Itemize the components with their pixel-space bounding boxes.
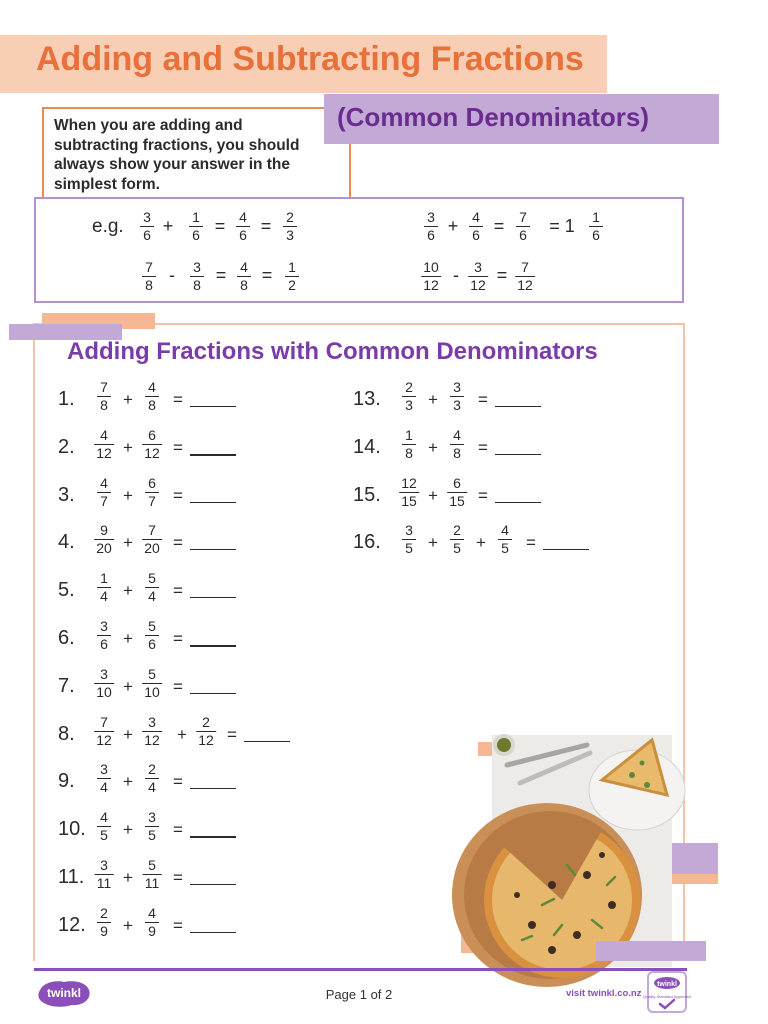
fraction-numerator: 7 — [148, 522, 156, 539]
fraction-numerator: 5 — [148, 570, 156, 587]
fraction-denominator: 11 — [144, 875, 160, 891]
example-fraction: 3 12 — [470, 259, 486, 293]
question-fraction — [450, 379, 464, 414]
fraction-numerator: 12 — [401, 474, 417, 491]
page-title: Adding and Subtracting Fractions — [36, 40, 584, 78]
plus-sign: + — [123, 820, 133, 840]
fraction-denominator: 4 — [148, 779, 156, 796]
answer-blank[interactable] — [190, 836, 236, 838]
fraction-denominator: 4 — [100, 588, 108, 605]
answer-blank[interactable] — [190, 932, 236, 933]
equals-sign: = — [478, 485, 488, 505]
example-fraction: 7 6 — [516, 209, 530, 244]
fraction-numerator: 4 — [453, 426, 461, 443]
plus-sign: + — [428, 437, 438, 457]
question-number: 16. — [353, 531, 381, 554]
fraction-numerator: 1 — [100, 570, 108, 587]
photo-decoration — [670, 874, 718, 884]
fraction-denominator: 12 — [144, 444, 160, 461]
answer-blank[interactable] — [190, 406, 236, 407]
equals-sign: = — [173, 915, 183, 935]
footer-divider — [34, 968, 687, 971]
example-operator: + — [162, 216, 174, 236]
logo-text: twinkl — [46, 986, 82, 1000]
question-fraction — [97, 905, 111, 940]
example-operator: = — [261, 265, 273, 285]
example-fraction: 3 6 — [424, 209, 438, 244]
plus-sign: + — [123, 915, 133, 935]
fraction-denominator: 12 — [96, 444, 112, 461]
plus-sign: + — [123, 581, 133, 601]
fraction-numerator: 3 — [148, 713, 156, 730]
question-fraction — [94, 522, 114, 557]
question-fraction — [94, 427, 114, 462]
fraction-numerator: 2 — [100, 904, 108, 921]
answer-blank[interactable] — [543, 549, 589, 550]
question-number: 6. — [58, 627, 75, 649]
fraction-denominator: 12 — [198, 731, 214, 748]
answer-blank[interactable] — [190, 502, 236, 503]
fraction-numerator: 3 — [100, 761, 108, 778]
pizza-photo — [492, 735, 672, 967]
fraction-numerator: 3 — [100, 618, 108, 634]
pizza-icon — [492, 735, 672, 967]
answer-blank[interactable] — [244, 741, 290, 742]
answer-blank[interactable] — [190, 549, 236, 550]
equals-sign: = — [173, 533, 183, 553]
fraction-denominator: 9 — [148, 922, 156, 939]
question-number: 5. — [58, 579, 75, 602]
fraction-denominator: 20 — [144, 540, 160, 557]
example-fraction: 1 6 — [589, 209, 603, 244]
fraction-numerator: 5 — [148, 857, 156, 873]
question-fraction — [402, 427, 416, 462]
question-fraction — [145, 379, 159, 414]
fraction-denominator: 8 — [453, 444, 461, 461]
photo-decoration — [670, 843, 718, 875]
fraction-numerator: 4 — [148, 904, 156, 921]
question-fraction — [145, 761, 159, 796]
question-fraction — [142, 666, 162, 701]
equals-sign: = — [173, 437, 183, 457]
fraction-numerator: 4 — [100, 809, 108, 826]
answer-blank[interactable] — [190, 693, 236, 694]
plus-sign: + — [123, 724, 133, 744]
question-number: 11. — [58, 866, 85, 888]
fraction-numerator: 3 — [453, 379, 461, 395]
intro-text: When you are adding and subtracting fractions, you should always show your answer in the simplest form. — [54, 117, 300, 193]
example-fraction: 1 6 — [189, 209, 203, 244]
plus-sign: + — [428, 485, 438, 505]
section-title: Adding Fractions with Common Denominators — [67, 338, 598, 365]
equals-sign: = — [478, 437, 488, 457]
fraction-denominator: 7 — [148, 492, 156, 509]
example-operator: - — [453, 265, 459, 285]
plus-sign: + — [476, 533, 486, 553]
fraction-denominator: 5 — [148, 827, 156, 844]
answer-blank[interactable] — [190, 597, 236, 598]
fraction-numerator: 5 — [148, 665, 156, 682]
example-fraction: 3 8 — [190, 259, 204, 294]
question-fraction — [94, 666, 114, 701]
fraction-numerator: 3 — [100, 857, 108, 873]
photo-decoration — [596, 941, 706, 961]
fraction-denominator: 8 — [100, 397, 108, 413]
fraction-denominator: 4 — [148, 588, 156, 605]
fraction-denominator: 9 — [100, 922, 108, 939]
question-fraction — [447, 475, 467, 510]
example-fraction: 2 3 — [283, 209, 297, 244]
plus-sign: + — [123, 485, 133, 505]
fraction-numerator: 4 — [100, 426, 108, 443]
example-operator: = — [260, 216, 272, 236]
fraction-numerator: 3 — [100, 665, 108, 682]
plus-sign: + — [177, 724, 187, 744]
question-fraction — [97, 618, 111, 653]
plus-sign: + — [123, 676, 133, 696]
badge-text: Quality Standard Approved — [643, 994, 691, 999]
website-link[interactable]: visit twinkl.co.nz — [566, 988, 642, 999]
question-number: 13. — [353, 388, 381, 410]
question-number: 8. — [58, 722, 75, 745]
question-fraction — [450, 522, 464, 557]
question-fraction — [142, 714, 162, 749]
question-fraction — [97, 809, 111, 844]
fraction-numerator: 2 — [148, 761, 156, 778]
question-number: 15. — [353, 483, 381, 506]
question-fraction — [196, 714, 216, 749]
question-fraction — [145, 809, 159, 844]
answer-blank[interactable] — [190, 788, 236, 789]
fraction-denominator: 5 — [501, 540, 509, 557]
plus-sign: + — [123, 390, 133, 409]
fraction-denominator: 5 — [453, 540, 461, 557]
question-number: 9. — [58, 770, 75, 793]
question-fraction — [145, 618, 159, 653]
example-operator: + — [447, 216, 459, 236]
question-fraction — [94, 714, 114, 749]
plus-sign: + — [428, 533, 438, 553]
example-fraction: 4 8 — [237, 259, 251, 294]
fraction-denominator: 3 — [405, 397, 413, 413]
question-fraction — [145, 475, 159, 510]
question-fraction — [97, 475, 111, 510]
equals-sign: = — [173, 485, 183, 505]
equals-sign: = — [478, 390, 488, 409]
question-number: 10. — [58, 818, 86, 841]
example-box — [34, 197, 684, 303]
question-fraction — [402, 379, 416, 414]
question-number: 2. — [58, 435, 75, 458]
example-fraction: 7 12 — [517, 259, 533, 293]
question-fraction — [450, 427, 464, 462]
fraction-numerator: 3 — [148, 809, 156, 826]
fraction-denominator: 5 — [100, 827, 108, 844]
equals-sign: = — [173, 820, 183, 840]
fraction-denominator: 15 — [401, 492, 417, 509]
plus-sign: + — [428, 390, 438, 409]
fraction-numerator: 5 — [148, 618, 156, 634]
equals-sign: = — [173, 868, 183, 887]
fraction-denominator: 11 — [96, 875, 112, 891]
question-number: 1. — [58, 388, 75, 410]
fraction-denominator: 12 — [144, 731, 160, 748]
example-fraction: 4 6 — [236, 209, 250, 244]
question-fraction — [399, 475, 419, 510]
example-fraction: 4 6 — [469, 209, 483, 244]
fraction-denominator: 20 — [96, 540, 112, 557]
plus-sign: + — [123, 629, 133, 648]
plus-sign: + — [123, 772, 133, 792]
fraction-numerator: 9 — [100, 522, 108, 539]
example-fraction: 3 6 — [140, 209, 154, 244]
fraction-denominator: 7 — [100, 492, 108, 509]
example-label: e.g. — [92, 216, 124, 237]
answer-blank[interactable] — [495, 454, 541, 455]
question-fraction — [97, 379, 111, 414]
equals-sign: = — [526, 533, 536, 553]
page-subtitle: (Common Denominators) — [337, 102, 649, 132]
equals-sign: = — [173, 581, 183, 601]
question-number: 12. — [58, 913, 86, 936]
fraction-denominator: 4 — [100, 779, 108, 796]
answer-blank[interactable] — [190, 454, 236, 456]
fraction-numerator: 6 — [148, 426, 156, 443]
example-operator: = — [496, 265, 508, 285]
example-operator: = — [215, 265, 227, 285]
fraction-denominator: 6 — [100, 636, 108, 652]
answer-blank[interactable] — [190, 645, 236, 647]
question-fraction — [402, 522, 416, 557]
answer-blank[interactable] — [190, 884, 236, 885]
page-number: Page 1 of 2 — [325, 987, 393, 1002]
question-fraction — [95, 857, 114, 892]
fraction-numerator: 4 — [148, 379, 156, 395]
question-number: 4. — [58, 531, 75, 554]
question-fraction — [498, 522, 512, 557]
example-fraction: 10 12 — [423, 259, 439, 293]
question-number: 14. — [353, 435, 381, 458]
example-operator: = 1 — [549, 216, 575, 236]
question-fraction — [97, 761, 111, 796]
answer-blank[interactable] — [495, 502, 541, 503]
fraction-denominator: 5 — [405, 540, 413, 557]
example-operator: = — [214, 216, 226, 236]
fraction-denominator: 10 — [144, 683, 160, 700]
example-fraction: 7 8 — [142, 259, 156, 294]
fraction-numerator: 4 — [501, 522, 509, 539]
equals-sign: = — [173, 676, 183, 696]
badge-brand: twinkl — [657, 981, 677, 988]
example-operator: = — [493, 216, 505, 236]
plus-sign: + — [123, 533, 133, 553]
question-fraction — [97, 570, 111, 605]
equals-sign: = — [173, 772, 183, 792]
fraction-numerator: 4 — [100, 474, 108, 491]
equals-sign: = — [173, 390, 183, 409]
fraction-numerator: 6 — [148, 474, 156, 491]
fraction-denominator: 15 — [449, 492, 465, 509]
question-fraction — [142, 427, 162, 462]
plus-sign: + — [123, 437, 133, 457]
question-fraction — [142, 522, 162, 557]
question-fraction — [143, 857, 162, 892]
example-operator: - — [169, 265, 175, 285]
question-fraction — [145, 905, 159, 940]
fraction-numerator: 2 — [453, 522, 461, 539]
fraction-denominator: 3 — [453, 397, 461, 413]
answer-blank[interactable] — [495, 406, 541, 407]
equals-sign: = — [227, 724, 237, 744]
plus-sign: + — [123, 868, 133, 887]
fraction-numerator: 2 — [202, 713, 210, 730]
fraction-denominator: 10 — [96, 683, 112, 700]
fraction-denominator: 6 — [148, 636, 156, 652]
fraction-numerator: 3 — [405, 522, 413, 539]
fraction-denominator: 8 — [148, 397, 156, 413]
fraction-numerator: 6 — [453, 474, 461, 491]
fraction-denominator: 12 — [96, 731, 112, 748]
equals-sign: = — [173, 629, 183, 648]
question-number: 7. — [58, 674, 75, 697]
quality-badge-icon — [643, 971, 691, 1015]
fraction-denominator: 8 — [405, 444, 413, 461]
fraction-numerator: 7 — [100, 713, 108, 730]
example-fraction: 1 2 — [285, 259, 299, 294]
fraction-numerator: 2 — [405, 379, 413, 395]
question-number: 3. — [58, 483, 75, 506]
question-fraction — [145, 570, 159, 605]
fraction-numerator: 1 — [405, 426, 413, 443]
fraction-numerator: 7 — [100, 379, 108, 395]
